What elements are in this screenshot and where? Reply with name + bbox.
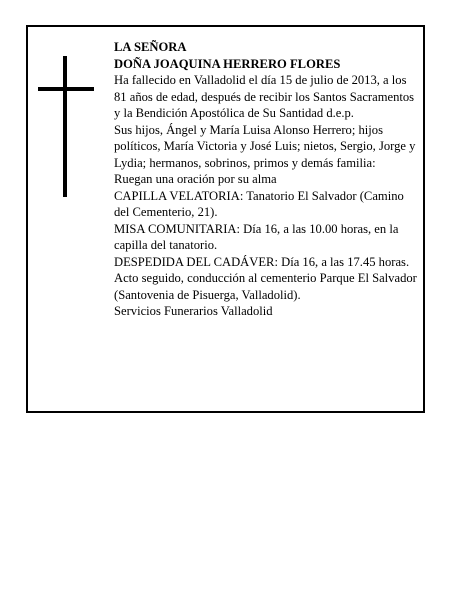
community-mass-info: MISA COMUNITARIA: Día 16, a las 10.00 horas, en la capilla del tanatorio.	[114, 221, 399, 252]
wake-chapel-info: CAPILLA VELATORIA: Tanatorio El Salvador (Camino del Cementerio, 21).	[114, 188, 404, 219]
funeral-departure-info: DESPEDIDA DEL CADÁVER: Día 16, a las 17.45 horas. Acto seguido, conducción al cementerio Parque El Salvador (Santovenia de Pisuerga, Valladolid).	[114, 254, 417, 302]
prayer-request: Ruegan una oración por su alma	[114, 172, 277, 186]
cross-vertical-bar	[63, 56, 67, 197]
family-list: Sus hijos, Ángel y María Luisa Alonso Herrero; hijos políticos, María Victoria y José Luis; nietos, Sergio, Jorge y Lydia; hermanos, sobrinos, primos y demás familia:	[114, 122, 416, 170]
notice-title: LA SEÑORA	[114, 40, 187, 54]
cross-horizontal-bar	[38, 87, 94, 91]
deceased-name: DOÑA JOAQUINA HERRERO FLORES	[114, 56, 341, 71]
death-announcement: Ha fallecido en Valladolid el día 15 de julio de 2013, a los 81 años de edad, después de recibir los Santos Sacramentos y la Bendición Apostólica de Su Santidad d.e.p.	[114, 73, 415, 120]
cross-icon	[38, 56, 94, 197]
obituary-text	[114, 39, 417, 320]
funeral-services-credit: Servicios Funerarios Valladolid	[114, 304, 273, 318]
